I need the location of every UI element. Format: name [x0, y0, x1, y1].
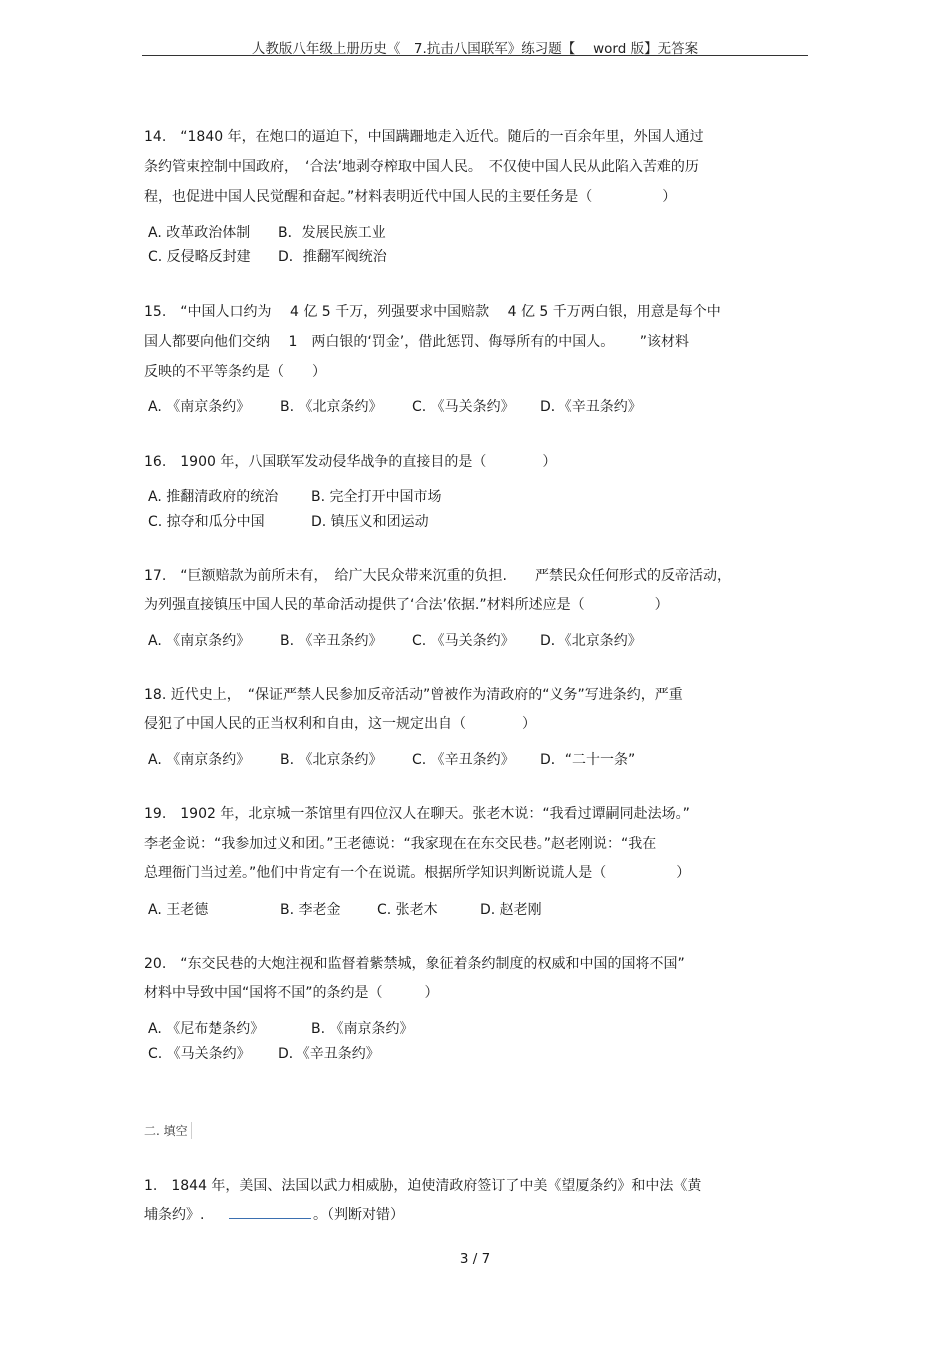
option-a: A. 王老德 — [148, 902, 209, 918]
page-number: 3 / 7 — [459, 1251, 491, 1267]
option-b: B. 《南京条约》 — [311, 1021, 414, 1037]
option-a: A. 改革政治体制 — [148, 225, 251, 241]
answer-blank[interactable] — [229, 1218, 311, 1219]
option-c: C. 《马关条约》 — [148, 1046, 251, 1062]
question-text-line: 国人都要向他们交纳 1 两白银的‘罚金’，借此惩罚、侮辱所有的中国人。 ”该材料 — [144, 334, 689, 350]
question-text-line: 1. 1844 年，美国、法国以武力相威胁，迫使清政府签订了中美《望厦条约》和中法《黄 — [144, 1178, 702, 1194]
option-d: D．《北京条约》 — [540, 633, 642, 649]
option-c: C. 反侵略反封建 — [148, 249, 251, 265]
question-text-line: 程，也促进中国人民觉醒和奋起。”材料表明近代中国人民的主要任务是（ ） — [144, 189, 677, 205]
option-a: A. 《南京条约》 — [148, 633, 251, 649]
option-c: C. 《辛丑条约》 — [412, 752, 515, 768]
option-c: C. 掠夺和瓜分中国 — [148, 514, 265, 530]
question-text-line: 14. “1840 年，在炮口的逼迫下，中国蹒跚地走入近代。随后的一百余年里，外国人通过 — [144, 129, 704, 145]
question-text-line: 18. 近代史上， “保证严禁人民参加反帝活动”曾被作为清政府的“义务”写进条约，严重 — [144, 687, 683, 703]
question-text-line: 总理衙门当过差。”他们中肯定有一个在说谎。根据所学知识判断说谎人是（ ） — [144, 865, 691, 881]
question-text-line: 16. 1900 年，八国联军发动侵华战争的直接目的是（ ） — [144, 454, 557, 470]
option-d: D．《辛丑条约》 — [540, 399, 642, 415]
option-b: B. 李老金 — [280, 902, 341, 918]
question-text-line: 李老金说：“我参加过义和团。”王老德说：“我家现在在东交民巷。”赵老刚说：“我在 — [144, 836, 657, 852]
option-b: B. 《北京条约》 — [280, 752, 383, 768]
question-text-line: 侵犯了中国人民的正当权利和自由，这一规定出自（ ） — [144, 716, 536, 732]
option-b: B. 《北京条约》 — [280, 399, 383, 415]
question-text-line: 17. “巨额赔款为前所未有， 给广大民众带来沉重的负担. 严禁民众任何形式的反帝活动， — [144, 568, 731, 584]
header-divider — [142, 55, 808, 56]
question-text-line: 反映的不平等条约是（ ） — [144, 364, 326, 380]
option-a: A. 《南京条约》 — [148, 399, 251, 415]
question-text-line: 。（判断对错） — [313, 1207, 404, 1223]
option-b: B. 完全打开中国市场 — [311, 489, 442, 505]
option-d: D．“二十一条” — [540, 752, 636, 768]
question-text-line: 20. “东交民巷的大炮注视和监督着紫禁城，象征着条约制度的权威和中国的国将不国” — [144, 956, 685, 972]
option-c: C. 张老木 — [377, 902, 438, 918]
question-text-line: 条约管束控制中国政府， ‘合法’地剥夺榨取中国人民。 不仅使中国人民从此陷入苦难的历 — [144, 159, 699, 175]
question-text-line: 为列强直接镇压中国人民的革命活动提供了‘合法’依据.”材料所述应是（ ） — [144, 597, 669, 613]
option-a: A. 推翻清政府的统治 — [148, 489, 279, 505]
option-b: B. 《辛丑条约》 — [280, 633, 383, 649]
document-header-title: 人教版八年级上册历史《 7.抗击八国联军》练习题【 word 版】无答案 — [251, 41, 699, 57]
option-a: A. 《尼布楚条约》 — [148, 1021, 265, 1037]
section-heading: 二. 填空 — [144, 1122, 192, 1139]
question-text-line: 材料中导致中国“国将不国”的条约是（ ） — [144, 985, 439, 1001]
question-text-line: 15. “中国人口约为 4 亿 5 千万，列强要求中国赔款 4 亿 5 千万两白银，用意是每个中 — [144, 304, 721, 320]
option-d: D．推翻军阀统治 — [278, 249, 387, 265]
question-text-line: 19. 1902 年，北京城一茶馆里有四位汉人在聊天。张老木说：“我看过谭嗣同赴法场。” — [144, 806, 690, 822]
option-c: C. 《马关条约》 — [412, 399, 515, 415]
option-b: B．发展民族工业 — [278, 225, 386, 241]
option-d: D. 镇压义和团运动 — [311, 514, 429, 530]
question-text-line: 埔条约》. — [144, 1207, 205, 1223]
option-c: C. 《马关条约》 — [412, 633, 515, 649]
option-d: D. 赵老刚 — [480, 902, 542, 918]
option-a: A. 《南京条约》 — [148, 752, 251, 768]
option-d: D．《辛丑条约》 — [278, 1046, 380, 1062]
